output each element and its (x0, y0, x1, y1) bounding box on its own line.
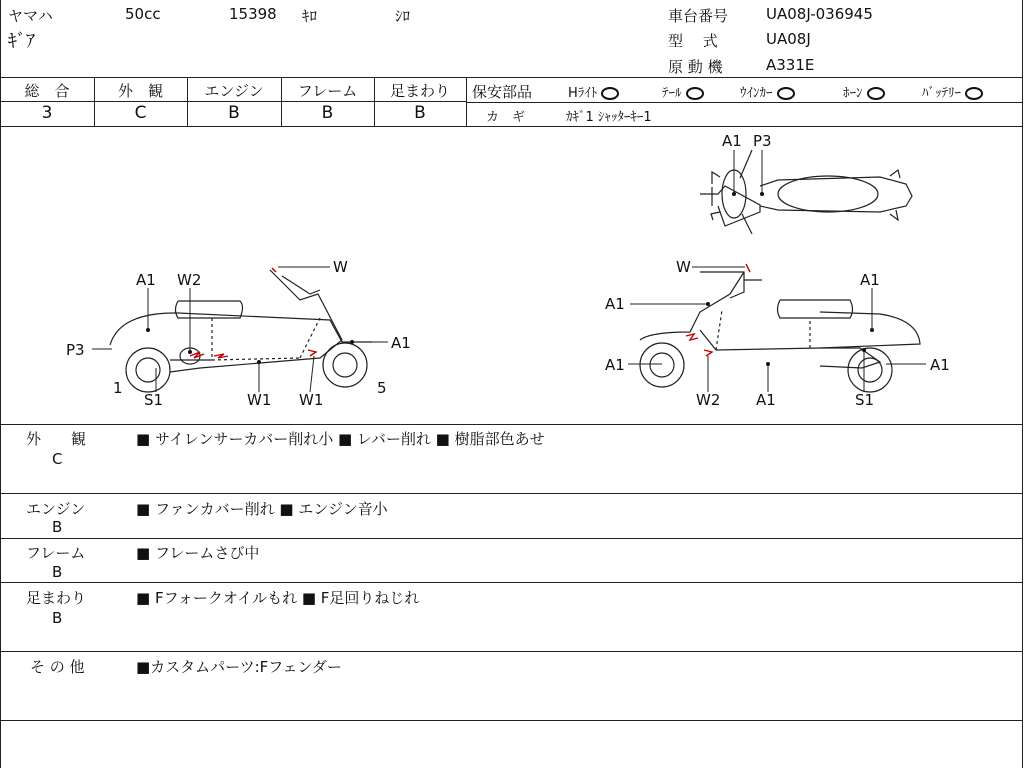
safety-item-label: ｳｲﾝｶｰ (740, 86, 773, 101)
exterior-label: 外 観 (117, 82, 163, 100)
label-left-w2: W2 (177, 271, 202, 289)
ok-mark-icon (965, 87, 983, 100)
safety-item-label: ﾊﾞｯﾃﾘｰ (922, 86, 961, 101)
frame-grade: B (321, 103, 334, 123)
safety-item-winker (740, 82, 795, 101)
safety-item-label: ﾃｰﾙ (662, 86, 682, 101)
label-left-a1: A1 (136, 271, 156, 289)
remark-engine-label: エンジン (26, 500, 86, 518)
label-right-w2: W2 (696, 391, 721, 409)
overall-grade: 3 (41, 103, 53, 123)
scooter-right-view (640, 272, 920, 392)
safety-label: 保安部品 (472, 83, 533, 101)
label-right-s1: S1 (855, 391, 875, 409)
suspension-grade-label: 足まわり (389, 82, 450, 100)
label-left-p3: P3 (66, 341, 85, 359)
remark-suspension-label: 足まわり (26, 589, 87, 607)
remark-engine-grade: B (52, 518, 63, 536)
type-value: UA08J (766, 30, 811, 48)
label-top-a1: A1 (722, 132, 742, 150)
frame-no: UA08J-036945 (766, 5, 873, 23)
mileage: 15398 (229, 5, 277, 23)
overall-label: 総 合 (24, 82, 70, 100)
label-right-a1-bottom: A1 (756, 391, 776, 409)
safety-item-horn (843, 82, 885, 101)
remark-engine-text: ■ ファンカバー削れ ■ エンジン音小 (136, 500, 388, 518)
label-right-a1-right: A1 (930, 356, 950, 374)
remark-suspension-text: ■ Fフォークオイルもれ ■ F足回りねじれ (136, 589, 420, 607)
scooter-top-view (700, 150, 912, 234)
safety-item-tail (662, 82, 704, 101)
remark-frame-label: フレーム (26, 544, 86, 562)
label-left-1: 1 (113, 379, 123, 397)
remark-frame-grade: B (52, 563, 63, 581)
engine-grade-label: エンジン (204, 82, 264, 100)
ok-mark-icon (601, 87, 619, 100)
ok-mark-icon (686, 87, 704, 100)
remark-exterior-text: ■ サイレンサーカバー削れ小 ■ レバー削れ ■ 樹脂部色あせ (136, 430, 545, 448)
label-left-w1a: W1 (247, 391, 272, 409)
label-left-a1-right: A1 (391, 334, 411, 352)
label-right-a1-top: A1 (860, 271, 880, 289)
engine-label: 原 動 機 (668, 58, 723, 76)
safety-item-label: ﾎｰﾝ (843, 86, 863, 101)
remark-exterior-grade: C (52, 450, 63, 468)
suspension-grade: B (414, 103, 426, 123)
model-name: ｷﾞｱ (8, 31, 35, 52)
label-left-w1b: W1 (299, 391, 324, 409)
label-right-w: W (676, 258, 691, 276)
safety-item-headlight (568, 82, 619, 101)
engine-grade: B (228, 103, 240, 123)
scooter-diagram (0, 127, 1024, 425)
exterior-grade: C (134, 103, 147, 123)
label-right-a1-left: A1 (605, 356, 625, 374)
remark-other-label: そ の 他 (30, 658, 85, 676)
keys-value: ｶｷﾞ1 ｼｬｯﾀｰｷｰ1 (566, 110, 652, 125)
ok-mark-icon (867, 87, 885, 100)
label-left-s1: S1 (144, 391, 164, 409)
remark-suspension-grade: B (52, 609, 63, 627)
maker: ヤマハ (8, 7, 53, 25)
label-top-p3: P3 (753, 132, 772, 150)
displacement: 50cc (125, 5, 161, 23)
remark-frame-text: ■ フレームさび中 (136, 544, 260, 562)
ok-mark-icon (777, 87, 795, 100)
frame-grade-label: フレーム (297, 82, 358, 100)
frame-no-label: 車台番号 (668, 7, 729, 25)
safety-item-label: Hﾗｲﾄ (568, 86, 598, 101)
label-left-5: 5 (377, 379, 387, 397)
color: ｼﾛ (395, 7, 411, 25)
keys-label: カ ギ (486, 110, 526, 125)
mileage-unit: ｷﾛ (302, 7, 318, 25)
remark-other-text: ■カスタムパーツ:Fフェンダー (136, 658, 342, 676)
safety-item-battery (922, 82, 983, 101)
label-right-a1-mid: A1 (605, 295, 625, 313)
engine-value: A331E (766, 56, 815, 74)
label-left-w: W (333, 258, 348, 276)
remark-exterior-label: 外 観 (26, 430, 87, 448)
type-label: 型 式 (668, 32, 718, 50)
